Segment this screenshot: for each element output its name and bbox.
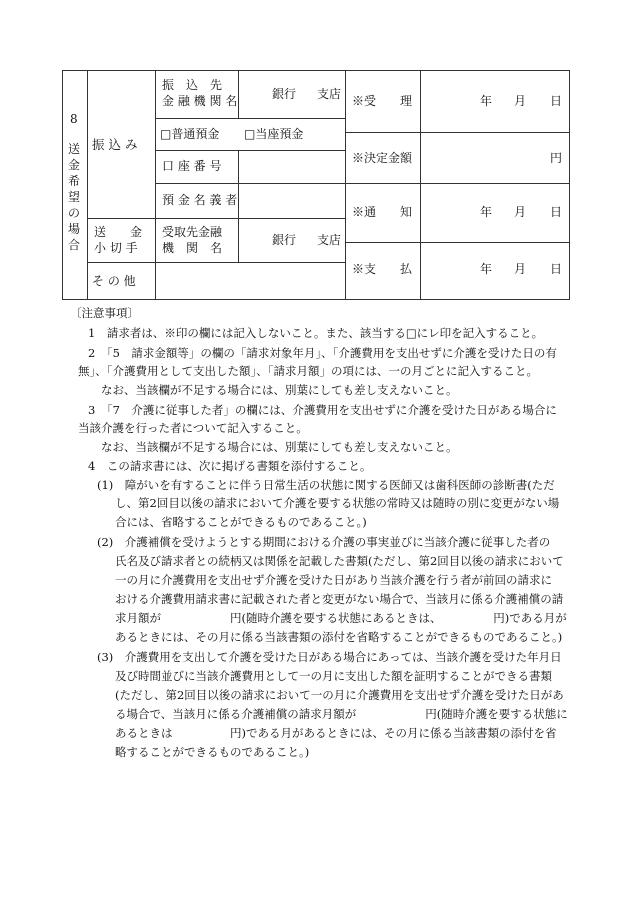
receipt-year: 年 [480, 94, 493, 108]
payment-day: 日 [550, 262, 563, 276]
section-number: 8 [70, 112, 78, 126]
note-line: 2 「5 請求金額等」の欄の「請求対象年月」、「介護費用を支出せずに介護を受けた日の有 [88, 346, 557, 360]
note-line: なお、当該欄が不足する場合には、別葉にしても差し支えないこと。 [101, 383, 458, 397]
account-holder-label: 預 金 名 義 者 [162, 193, 238, 207]
bank-label-line1: 振 込 先 [162, 78, 223, 92]
section-title-char: 場 [68, 222, 81, 236]
remittance-check-label-line2: 小 切 手 [94, 241, 138, 255]
note-line: あるときには、その月に係る当該書類の添付を省略することができるものであること。) [115, 630, 563, 644]
remittance-check-label-line1: 送 金 [94, 225, 143, 239]
decision-amount-yen: 円 [550, 151, 563, 165]
bank-value-bank: 銀行 [272, 87, 297, 101]
note-line: 求月額が 円(随時介護を要する状態にあるときは、 円)である月が [115, 611, 567, 625]
receiving-bank-value-branch: 支店 [317, 233, 342, 247]
note-line: 合には、省略することができるものであること。) [115, 515, 367, 529]
receipt-day: 日 [550, 94, 563, 108]
note-line: 当該介護を行った者について記入すること。 [78, 421, 308, 435]
notes-heading: 〔注意事項〕 [70, 306, 139, 320]
section-title-char: 金 [68, 158, 81, 172]
receiving-bank-label-line2: 機 関 名 [162, 241, 223, 255]
note-line: 一の月に介護費用を支出せず介護を受けた日があり当該介護を行う者が前回の請求に [115, 573, 552, 587]
checkbox-current-deposit[interactable]: □当座預金 [244, 127, 304, 141]
checkbox-ordinary-deposit[interactable]: □普通預金 [160, 127, 220, 141]
notice-year: 年 [480, 205, 493, 219]
payment-label: ※支 払 [352, 262, 413, 276]
receiving-bank-label-line1: 受取先金融 [162, 225, 223, 239]
notice-month: 月 [514, 205, 527, 219]
note-line: 及び時間並びに当該介護費用として一の月に支出した額を証明することができる書類 [115, 669, 552, 683]
furikomi-label: 振 込 み [92, 137, 138, 152]
note-line: 氏名及び請求者との続柄又は関係を記載した書類(ただし、第2回目以後の請求において [115, 554, 564, 568]
section-title-char: の [68, 206, 81, 220]
notice-day: 日 [550, 205, 563, 219]
note-line: 無」、「介護費用として支出した額」、「請求月額」の項には、一の月ごとに記入すること。 [78, 364, 538, 378]
payment-year: 年 [480, 262, 493, 276]
decision-amount-label: ※決定金額 [352, 151, 413, 165]
note-line: し、第2回目以後の請求において介護を要する状態の常時又は随時の別に変更がない場 [115, 496, 560, 510]
note-line: 略することができるものであること。) [115, 745, 310, 759]
other-label: そ の 他 [92, 274, 136, 288]
note-line: 3 「7 介護に従事した者」の欄には、介護費用を支出せずに介護を受けた日がある場合に [88, 403, 557, 417]
receipt-month: 月 [514, 94, 527, 108]
note-line: おける介護費用請求書に記載された者と変更がない場合で、当該月に係る介護補償の請 [115, 592, 564, 606]
note-line: 4 この請求書には、次に掲げる書類を添付すること。 [88, 459, 372, 473]
receiving-bank-value-bank: 銀行 [272, 233, 297, 247]
bank-value-branch: 支店 [317, 87, 342, 101]
receipt-label: ※受 理 [352, 94, 413, 108]
note-line: 1 請求者は、※印の欄には記入しないこと。また、該当する□にレ印を記入すること。 [88, 326, 544, 340]
section-title-char: 希 [68, 174, 81, 188]
note-line: なお、当該欄が不足する場合には、別葉にしても差し支えないこと。 [101, 440, 458, 454]
note-line: (ただし、第2回目以後の請求において一の月に介護費用を支出せず介護を受けた日があ [115, 688, 564, 702]
account-number-label: 口 座 番 号 [162, 159, 222, 173]
bank-label-line2: 金 融 機 関 名 [162, 94, 238, 108]
payment-month: 月 [514, 262, 527, 276]
note-line: る場合で、当該月に係る介護補償の請求月額が 円(随時介護を要する状態に [115, 707, 568, 721]
notice-label: ※通 知 [352, 205, 413, 219]
section-title-char: 送 [68, 142, 81, 156]
note-line: (2) 介護補償を受けようとする期間における介護の事実並びに当該介護に従事した者の [97, 535, 551, 549]
section-title-char: 望 [68, 190, 81, 204]
note-line: (3) 介護費用を支出して介護を受けた日がある場合にあっては、当該介護を受けた年月日 [97, 650, 562, 664]
note-line: (1) 障がいを有することに伴う日常生活の状態に関する医師又は歯科医師の診断書(ただ [97, 478, 555, 492]
section-title-char: 合 [68, 238, 81, 252]
note-line: あるときは 円)である月があるときには、その月に係る当該書類の添付を省 [115, 726, 557, 740]
